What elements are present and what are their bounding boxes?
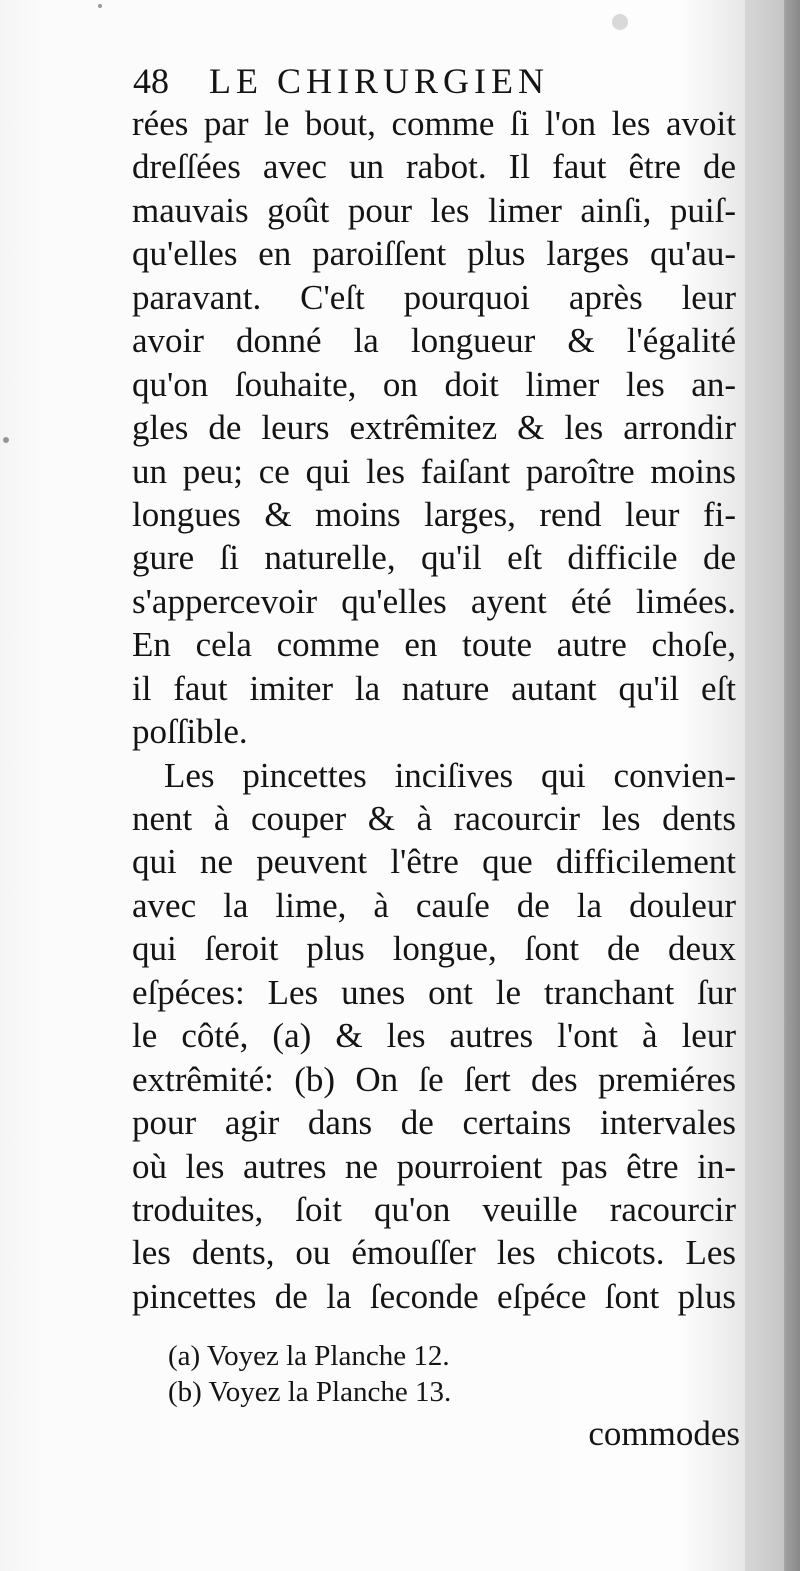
- running-header: [133, 58, 733, 104]
- text-line: qui ne peuvent l'être que difficilement: [132, 842, 736, 882]
- text-line: rées par le bout, comme ſi l'on les avoit: [132, 104, 736, 143]
- footnote-line: (b) Voyez la Planche 13.: [168, 1376, 452, 1408]
- text-line: eſpéces: Les unes ont le tranchant ſur: [132, 972, 736, 1012]
- footnote-line: (a) Voyez la Planche 12.: [168, 1340, 450, 1372]
- text-line: où les autres ne pourroient pas être in-: [132, 1146, 736, 1186]
- text-line: dreſſées avec un rabot. Il faut être de: [132, 147, 736, 187]
- text-line: Les pincettes inciſives qui convien-: [164, 755, 736, 795]
- text-line: il faut imiter la nature autant qu'il eſt: [132, 668, 736, 708]
- text-line: longues & moins larges, rend leur fi-: [132, 494, 736, 534]
- text-line: troduites, ſoit qu'on veuille racourcir: [132, 1189, 736, 1229]
- footnotes: [168, 1338, 708, 1410]
- catchword: commodes: [588, 1414, 740, 1453]
- text-line: poſſible.: [132, 712, 248, 752]
- text-line: pincettes de la ſeconde eſpéce ſont plus: [132, 1276, 736, 1316]
- text-line: nent à couper & à racourcir les dents: [132, 799, 736, 838]
- text-line: avec la lime, à cauſe de la douleur: [132, 885, 736, 925]
- text-line: paravant. C'eſt pourquoi après leur: [132, 277, 736, 317]
- text-line: qu'on ſouhaite, on doit limer les an-: [132, 364, 736, 404]
- text-line: gles de leurs extrêmitez & les arrondir: [132, 408, 736, 448]
- main-text-block: [132, 102, 736, 1318]
- running-title: LE CHIRURGIEN: [209, 61, 549, 101]
- text-line: mauvais goût pour les limer ainſi, puiſ-: [132, 190, 736, 230]
- text-line: un peu; ce qui les faiſant paroître moins: [132, 451, 736, 491]
- text-line: gure ſi naturelle, qu'il eſt difficile de: [132, 538, 736, 578]
- text-line: pour agir dans de certains intervales: [132, 1103, 736, 1143]
- text-line: extrêmité: (b) On ſe ſert des premiéres: [132, 1059, 736, 1099]
- text-line: avoir donné la longueur & l'égalité: [132, 321, 736, 361]
- text-line: qui ſeroit plus longue, ſont de deux: [132, 929, 736, 969]
- text-line: qu'elles en paroiſſent plus larges qu'au-: [132, 234, 736, 274]
- page-number: 48: [133, 61, 169, 101]
- text-line: s'appercevoir qu'elles ayent été limées.: [132, 581, 736, 621]
- text-line: les dents, ou émouſſer les chicots. Les: [132, 1233, 736, 1273]
- text-line: En cela comme en toute autre choſe,: [132, 625, 736, 665]
- text-line: le côté, (a) & les autres l'ont à leur: [132, 1016, 736, 1056]
